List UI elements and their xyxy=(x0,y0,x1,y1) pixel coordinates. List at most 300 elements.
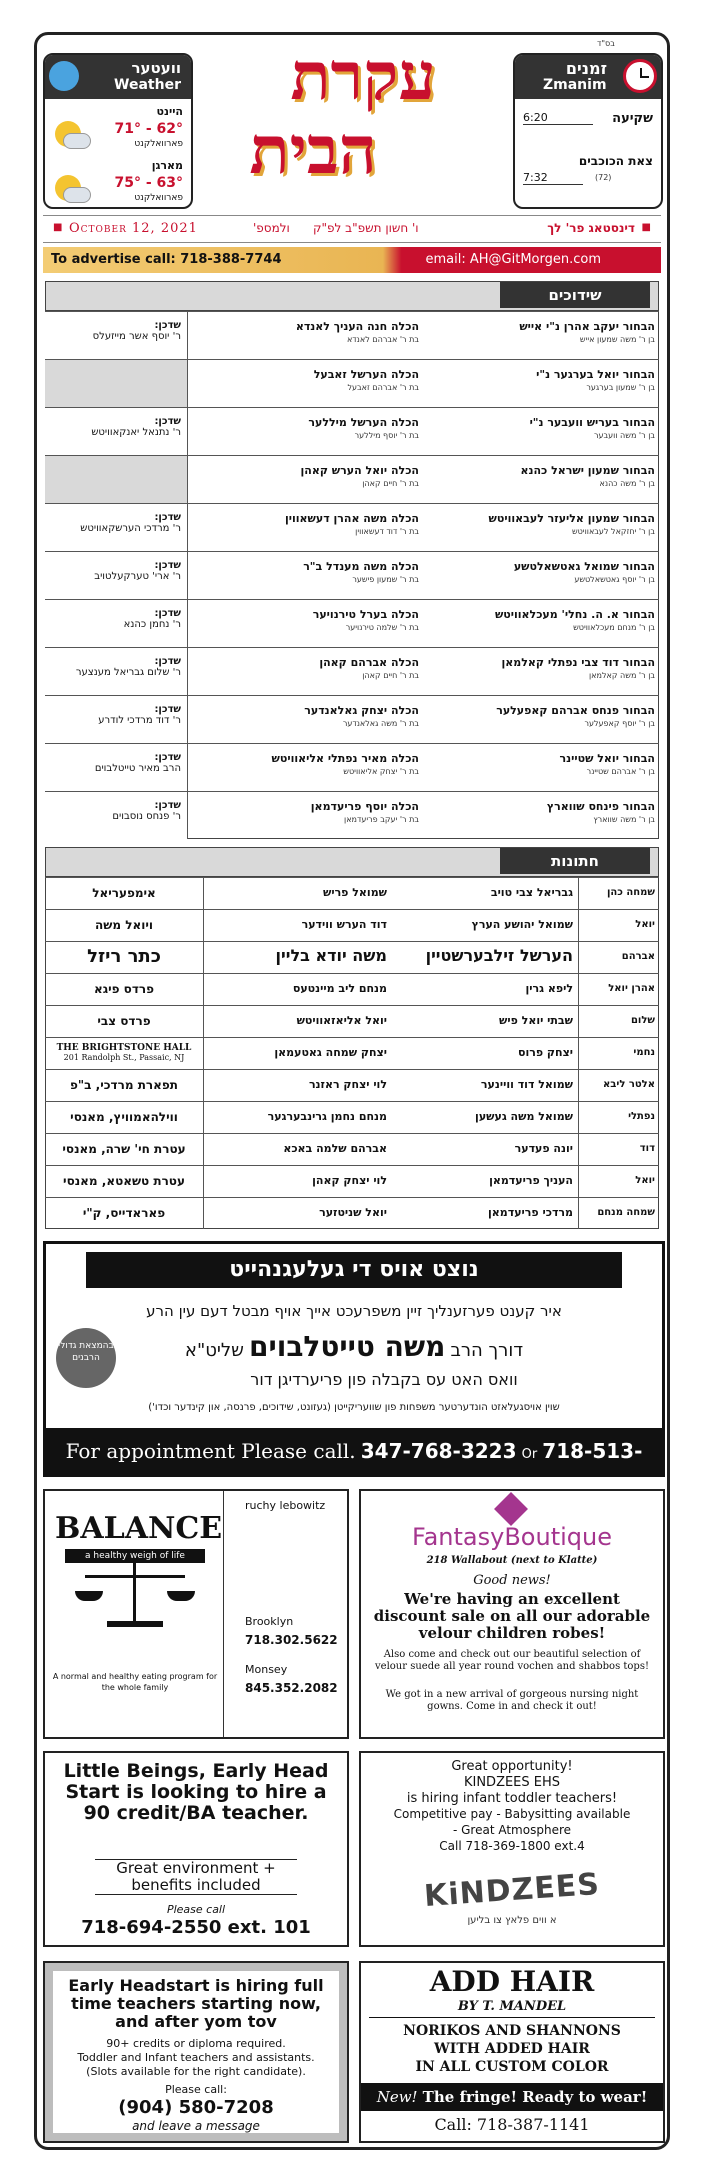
hall-name: ויואל משה xyxy=(95,918,153,932)
bride-name: לוי יצחק ראזנר xyxy=(308,1078,387,1091)
shadchan-label: שדכן: xyxy=(154,560,181,571)
shadchan-label: שדכן: xyxy=(154,752,181,763)
bride-name: דוד הערש ווידער xyxy=(301,918,387,931)
balance-desc: A normal and healthy eating program for the whole family xyxy=(52,1672,218,1692)
ah-call: Call: 718-387-1141 xyxy=(434,2115,590,2134)
groom-father: בן ר' אברהם שטיינר xyxy=(586,767,655,776)
hall-cell xyxy=(45,1038,204,1069)
ah-line1: NORIKOS AND SHANNONS xyxy=(403,2023,621,2039)
bride-cell xyxy=(207,1102,387,1133)
groom-name: הבחור יואל שטיינר xyxy=(559,752,655,765)
hall-name: ווילהאמוויץ, מאנסי xyxy=(70,1110,178,1124)
groom-name: שבתי יואל פיש xyxy=(499,1014,573,1027)
kz-line2: KINDZEES EHS xyxy=(463,1775,561,1790)
bride-cell xyxy=(195,360,419,407)
groom-cell xyxy=(393,1038,573,1069)
groom-father: בן ר' משה שמעון אייש xyxy=(579,335,655,344)
groom-name: שמואל יהושע הערץ xyxy=(471,918,573,931)
little-please: Please call xyxy=(166,1903,226,1916)
wedding-row xyxy=(45,877,659,909)
groom-name: גבריאל צבי טויב xyxy=(490,886,573,899)
bride-name: מנחם ליב מיינטעס xyxy=(292,982,387,995)
shadchan-name: ר' יוסף אשר מייזעלס xyxy=(92,331,181,342)
ad-or: Or xyxy=(521,1447,538,1462)
hs-phone: (904) 580-7208 xyxy=(118,2097,274,2118)
bride-cell xyxy=(207,1198,387,1229)
hall-name: עטרת טשאטא, מאנסי xyxy=(63,1174,185,1188)
groom-father: בן ר' משה וועבער xyxy=(594,431,655,440)
day-cell xyxy=(578,910,659,941)
hall-address: 201 Randolph St., Passaic, NJ xyxy=(63,1053,185,1062)
kz-line6: Call 718-369-1800 ext.4 xyxy=(439,1839,585,1853)
wedding-row xyxy=(45,941,659,973)
hall-cell xyxy=(45,1198,204,1229)
groom-name: הבחור שמעון ישראל כהנא xyxy=(520,464,655,477)
bride-father: בת ר' יוסף מיללער xyxy=(354,431,419,440)
bride-name: לוי יצחק קאהן xyxy=(312,1174,387,1187)
sun-cloud-icon xyxy=(55,175,81,201)
wedding-row xyxy=(45,909,659,941)
shadchan-label: שדכן: xyxy=(154,320,181,331)
wedding-day: שלום xyxy=(630,1015,655,1026)
balance-tagline: a healthy weigh of life xyxy=(65,1549,205,1563)
shadchan-name: ר' ארי' טערקעלטויב xyxy=(94,571,181,582)
bsd-tag: בס"ד xyxy=(597,39,615,48)
little-beings-ad xyxy=(43,1751,349,1947)
groom-name: הבחור שמעון אליעזר לעבאוויטש xyxy=(488,512,655,525)
ad-line2-pre: דורך הרב xyxy=(450,1340,524,1361)
shadchan-cell xyxy=(45,696,188,743)
shadchan-cell xyxy=(45,792,188,839)
bride-father: בת ר' משה גאלאנדער xyxy=(342,719,419,728)
shidduch-row xyxy=(45,407,659,455)
hall-cell xyxy=(45,974,204,1005)
bride-cell xyxy=(195,600,419,647)
groom-cell xyxy=(393,974,573,1005)
bride-cell xyxy=(195,312,419,359)
zmanim-title-en: Zmanim xyxy=(543,77,607,93)
zmanim-title-yi: זמנים xyxy=(565,59,607,78)
day1-temps: 71° - 62° xyxy=(114,121,183,137)
groom-cell xyxy=(425,696,655,743)
kz-logo: KiNDZEES xyxy=(423,1866,601,1915)
hall-name: פאראדייס, ק"י xyxy=(82,1206,166,1220)
hall-name: פרדס צבי xyxy=(97,1014,151,1028)
wedding-day: אלטר ליבא xyxy=(603,1079,655,1090)
shadchan-cell xyxy=(45,312,188,359)
zmanim-box xyxy=(513,53,663,209)
scale-base xyxy=(107,1621,163,1627)
groom-name: שמואל משה געשען xyxy=(475,1110,573,1123)
groom-name: שמואל דוד וויינער xyxy=(480,1078,573,1091)
hs-line3: (Slots available for the right candidate). xyxy=(86,2065,306,2078)
hs-please: Please call: xyxy=(165,2083,227,2096)
little-headline: Little Beings, Early Head Start is looking to hire a 90 credit/BA teacher. xyxy=(63,1760,329,1824)
groom-cell xyxy=(425,648,655,695)
wedding-row xyxy=(45,1037,659,1069)
groom-cell xyxy=(393,942,573,973)
bride-cell xyxy=(207,1038,387,1069)
hall-name: תפארת מרדכי, ב"פ xyxy=(70,1078,178,1092)
hall-cell xyxy=(45,1166,204,1197)
kz-line1: Great opportunity! xyxy=(451,1759,573,1774)
kz-logo-sub: א ווים פלאץ צו בליען xyxy=(467,1915,557,1926)
groom-father: בן ר' משה כהנא xyxy=(599,479,655,488)
groom-name: הבחור פנחס אברהם קאפעלער xyxy=(496,704,655,717)
nightfall-label: צאת הכוכבים xyxy=(578,154,653,168)
shidduch-row xyxy=(45,503,659,551)
shadchan-label: שדכן: xyxy=(154,416,181,427)
balance-loc1: Brooklyn xyxy=(245,1615,294,1628)
nightfall-time: 7:32 xyxy=(523,171,583,185)
ad-line1: איר קענט פערזענליך זיין משפרעכט אייך אויף מבטל דעם עין הרע xyxy=(146,1302,562,1320)
ah-line3: IN ALL CUSTOM COLOR xyxy=(415,2059,609,2075)
weather-title-yi: וועטער xyxy=(131,59,181,77)
bride-cell xyxy=(195,408,419,455)
shidduch-row xyxy=(45,599,659,647)
ad-phone1: 347-768-3223 xyxy=(360,1439,517,1463)
groom-cell xyxy=(425,360,655,407)
masthead-line2: הבית xyxy=(249,111,377,189)
clock-icon xyxy=(623,59,657,93)
ad-banner: נוצט אויס די געלעגנהייט xyxy=(86,1252,622,1288)
newspaper-page xyxy=(34,32,670,2150)
fantasy-headline: We're having an excellent discount sale on all our adorable velour children robes! xyxy=(373,1590,651,1642)
groom-cell xyxy=(393,910,573,941)
divider xyxy=(369,2017,655,2018)
groom-cell xyxy=(425,312,655,359)
groom-name: יונה פעדער xyxy=(514,1142,573,1155)
shadchan-cell xyxy=(45,600,188,647)
groom-cell xyxy=(393,1006,573,1037)
kindzees-ad xyxy=(359,1751,665,1947)
shadchan-label: שדכן: xyxy=(154,512,181,523)
ad-appt: For appointment Please call. xyxy=(65,1439,356,1463)
wedding-day: אהרן יואל xyxy=(608,983,655,994)
groom-cell xyxy=(425,504,655,551)
day-cell xyxy=(578,1198,659,1229)
groom-cell xyxy=(393,1166,573,1197)
hall-name: כתר ריזל xyxy=(87,946,161,967)
sunset-time: 6:20 xyxy=(523,111,593,125)
advertise-text: To advertise call: 718-388-7744 xyxy=(51,252,282,267)
groom-name: הבחור בעריש וועבער נ"י xyxy=(529,416,655,429)
groom-father: בן ר' משה שווארץ xyxy=(593,815,655,824)
weddings-bar xyxy=(45,847,659,877)
hall-cell xyxy=(45,1102,204,1133)
shidduch-row xyxy=(45,311,659,359)
date-english: October 12, 2021 xyxy=(69,221,198,236)
parsha: דינסטאג פר' לך xyxy=(547,221,635,235)
weather-box xyxy=(43,53,193,209)
scale-pan-left xyxy=(75,1591,103,1601)
bride-name: הכלה בערל טירנויער xyxy=(312,608,419,621)
wedding-row xyxy=(45,1005,659,1037)
date-hebrew: ו' חשון תשפ"ב לפ"ק xyxy=(313,221,419,235)
bride-cell xyxy=(207,1134,387,1165)
shadchan-name: ר' שלום גבריאל מענצער xyxy=(75,667,181,678)
fantasy-address: 218 Wallabout (next to Klatte) xyxy=(426,1555,598,1566)
groom-father: בן ר' משה קאלמאן xyxy=(588,671,655,680)
bride-name: הכלה משה אהרן דעשאווין xyxy=(284,512,419,525)
wedding-row xyxy=(45,1101,659,1133)
ad-rabbi-name: משה טייטלבוים xyxy=(249,1330,446,1363)
bride-father: בת ר' שלמה טירנויער xyxy=(345,623,419,632)
groom-father: בן ר' יוסף קאפעלער xyxy=(584,719,655,728)
shadchan-label: שדכן: xyxy=(154,608,181,619)
groom-cell xyxy=(425,744,655,791)
wedding-day: יואל xyxy=(635,1175,655,1186)
advertise-bar xyxy=(43,247,661,273)
fantasy-line1: Also come and check out our beautiful selection of velour suede all year round vochen and shabbos tops! xyxy=(375,1649,649,1672)
fantasy-ad xyxy=(359,1489,665,1739)
bride-name: משה יודא בליין xyxy=(275,946,387,965)
shadchan-label: שדכן: xyxy=(154,800,181,811)
groom-name: הבחור יעקב אהרן נ"י אייש xyxy=(519,320,655,333)
balance-phone1: 718.302.5622 xyxy=(245,1633,338,1647)
wedding-day: דוד xyxy=(639,1143,655,1154)
day-cell xyxy=(578,1038,659,1069)
day-cell xyxy=(578,1070,659,1101)
shadchan-cell xyxy=(45,552,188,599)
groom-name: הבחור א. ה. נחלי' מעכלאוויטש xyxy=(494,608,655,621)
balance-loc2: Monsey xyxy=(245,1663,288,1676)
wedding-day: יואל xyxy=(635,919,655,930)
wedding-day: נפתלי xyxy=(628,1111,655,1122)
scale-pan-right xyxy=(167,1591,195,1601)
headstart-ad xyxy=(43,1961,349,2143)
bride-name: הכלה מאיר נפתלי אליאוויטש xyxy=(271,752,419,765)
bride-cell xyxy=(195,696,419,743)
kz-line5: - Great Atmosphere xyxy=(452,1823,571,1837)
bride-father: בת ר' אברהם זאבעל xyxy=(347,383,419,392)
bride-name: אברהם שלמה באכא xyxy=(283,1142,387,1155)
bride-name: יואל אליאזאוויטש xyxy=(296,1014,387,1027)
hs-msg: and leave a message xyxy=(132,2119,260,2133)
shidduch-row xyxy=(45,551,659,599)
fantasy-brand: FantasyBoutique xyxy=(412,1523,612,1551)
bride-cell xyxy=(195,648,419,695)
shadchan-name: ר' נחמן כהנא xyxy=(123,619,181,630)
hall-name: עטרת חי' שרה, מאנסי xyxy=(62,1142,186,1156)
bride-name: יואל שניטזער xyxy=(319,1206,387,1219)
wedding-day: שמחה כהן xyxy=(606,887,655,898)
wedding-row xyxy=(45,1133,659,1165)
hall-name: THE BRIGHTSTONE HALL xyxy=(56,1043,192,1053)
day-cell xyxy=(578,974,659,1005)
shadchan-cell xyxy=(45,744,188,791)
day-cell xyxy=(578,878,659,909)
shadchan-cell xyxy=(45,360,188,407)
groom-name: הבחור דוד צבי נפתלי קאלמאן xyxy=(501,656,655,669)
ah-by: BY T. MANDEL xyxy=(457,1999,567,2014)
sun-cloud-icon xyxy=(55,121,81,147)
groom-cell xyxy=(393,1134,573,1165)
ad-line2 xyxy=(56,1330,652,1364)
shadchan-name: ר' מרדכי הערשקאוויטש xyxy=(80,523,181,534)
hall-cell xyxy=(45,1006,204,1037)
bride-name: הכלה הערשל זאבעל xyxy=(313,368,419,381)
bride-father: בת ר' חיים קאהן xyxy=(362,671,419,680)
scale-beam xyxy=(85,1575,185,1578)
bride-cell xyxy=(207,974,387,1005)
bride-cell xyxy=(207,1070,387,1101)
hall-cell xyxy=(45,1134,204,1165)
wedding-row xyxy=(45,973,659,1005)
bride-cell xyxy=(195,792,419,839)
day-cell xyxy=(578,1006,659,1037)
bride-name: מנחם נחמן גרינבערגער xyxy=(267,1110,387,1123)
wedding-row xyxy=(45,1069,659,1101)
bride-father: בת ר' יעקב פריעדמאן xyxy=(344,815,419,824)
day-cell xyxy=(578,1134,659,1165)
hall-cell xyxy=(45,878,204,909)
day-cell xyxy=(578,942,659,973)
groom-cell xyxy=(393,1198,573,1229)
shidduch-row xyxy=(45,359,659,407)
ad-stamp: בהמצאת גדולי הרבנים xyxy=(56,1328,116,1388)
ad-phone2: 718-513-7772 xyxy=(326,1439,643,1513)
shadchan-cell xyxy=(45,504,188,551)
balance-person: ruchy lebowitz xyxy=(245,1499,326,1512)
bride-name: הכלה יצחק גאלאנדער xyxy=(304,704,419,717)
fantasy-good-news: Good news! xyxy=(473,1573,551,1588)
bride-father: בת ר' שמעון פישער xyxy=(352,575,419,584)
scale-icon xyxy=(133,1563,136,1623)
groom-cell xyxy=(425,792,655,839)
shadchan-cell xyxy=(45,456,188,503)
divider xyxy=(223,1491,224,1737)
shadchan-cell xyxy=(45,648,188,695)
bride-name: שמואל פריש xyxy=(322,886,387,899)
ah-line2: WITH ADDED HAIR xyxy=(434,2041,590,2057)
day1-desc: פארוואלקנט xyxy=(134,139,183,149)
groom-name: הבחור יואל בערגער נ"י xyxy=(536,368,655,381)
bride-cell xyxy=(207,942,387,973)
shadchan-name: ר' פנחס נוסבוים xyxy=(112,811,181,822)
ah-new-label: New! xyxy=(376,2088,418,2106)
groom-father: בן ר' יחזקאל לעבאוויטש xyxy=(571,527,655,536)
hs-line1: 90+ credits or diploma required. xyxy=(106,2037,286,2050)
groom-name: הבחור פינחס שווארץ xyxy=(546,800,655,813)
addhair-ad xyxy=(359,1961,665,2143)
bride-cell xyxy=(207,878,387,909)
kz-line3: is hiring infant toddler teachers! xyxy=(406,1791,618,1806)
hall-name: פרדס פיגא xyxy=(93,982,155,996)
day1-label: היינט xyxy=(156,105,183,118)
groom-cell xyxy=(425,408,655,455)
date-line: ■ October 12, 2021 ולמספ' ו' חשון תשפ"ב לפ"ק דינסטאג פר' לך ■ xyxy=(43,215,661,243)
shidduchim-title: שידוכים xyxy=(500,282,650,308)
bride-name: הכלה יואל הערש קאהן xyxy=(300,464,419,477)
nightfall-note: (72) xyxy=(595,173,612,182)
shadchan-label: שדכן: xyxy=(154,704,181,715)
bride-name: הכלה הערשל מיללער xyxy=(308,416,419,429)
bride-father: בת ר' יצחק אליאוויטש xyxy=(343,767,419,776)
shadchan-name: ר' נתנאל יאנקאוויטש xyxy=(91,427,181,438)
groom-name: ליפא גרין xyxy=(525,982,573,995)
groom-father: בן ר' שמעון בערגער xyxy=(586,383,655,392)
hs-line2: Toddler and Infant teachers and assistants. xyxy=(77,2051,315,2064)
bride-name: הכלה משה מענדל ב"ר xyxy=(303,560,419,573)
groom-name: העניך פריעדמאן xyxy=(489,1174,573,1187)
groom-name: הבחור שמואל גאטשאלטשע xyxy=(513,560,655,573)
shadchan-name: הרב מאיר טייטלבוים xyxy=(94,763,181,774)
groom-father: בן ר' מנחם מעכלאוויטש xyxy=(573,623,655,632)
groom-cell xyxy=(393,1070,573,1101)
bride-name: הכלה יוסף פריעדמאן xyxy=(310,800,419,813)
balance-ad xyxy=(43,1489,349,1739)
email-text: email: AH@GitMorgen.com xyxy=(425,252,601,267)
ad-line4: שוין אויסגעלאזט הונדערטער משפחות פון שוועריקייטן (געזונט, שידוכים, פרנסה, און קינדער וכדו') xyxy=(148,1402,560,1413)
little-sub: Great environment + benefits included xyxy=(95,1859,297,1895)
day-cell xyxy=(578,1102,659,1133)
ah-brand: ADD HAIR xyxy=(429,1965,595,1998)
shidduch-row xyxy=(45,455,659,503)
bride-cell xyxy=(207,1166,387,1197)
bride-name: יצחק שמחה גאטעמאן xyxy=(274,1046,387,1059)
hs-headline: Early Headstart is hiring full time teachers starting now, and after yom tov xyxy=(68,1976,324,2031)
little-phone: 718-694-2550 ext. 101 xyxy=(81,1917,311,1938)
groom-cell xyxy=(393,878,573,909)
groom-cell xyxy=(425,552,655,599)
groom-name: יצחק פרוס xyxy=(517,1046,573,1059)
hall-name: אימפעריאל xyxy=(92,886,156,900)
wedding-day: אברהם xyxy=(621,951,655,962)
day2-temps: 75° - 63° xyxy=(114,175,183,191)
groom-cell xyxy=(425,600,655,647)
shidduch-row xyxy=(45,695,659,743)
ah-new-text: The fringe! Ready to wear! xyxy=(422,2088,648,2106)
groom-cell xyxy=(393,1102,573,1133)
lesparsha: ולמספ' xyxy=(253,221,290,235)
wedding-day: שמחה מנחם xyxy=(597,1207,655,1218)
bride-cell xyxy=(207,1006,387,1037)
wedding-day: נחמי xyxy=(633,1047,655,1058)
balance-brand: BALANCE xyxy=(55,1511,223,1546)
bride-father: בת ר' אברהם לאנדא xyxy=(346,335,419,344)
bride-cell xyxy=(207,910,387,941)
shadchan-cell xyxy=(45,408,188,455)
bride-father: בת ר' חיים קאהן xyxy=(362,479,419,488)
bride-name: הכלה אברהם קאהן xyxy=(319,656,419,669)
ah-new-bar xyxy=(361,2083,663,2111)
day2-label: מארגן xyxy=(151,159,183,172)
masthead-line1: עקרת xyxy=(290,37,436,115)
shidduch-row xyxy=(45,743,659,791)
kz-line4: Competitive pay - Babysitting available xyxy=(393,1807,631,1821)
hall-cell xyxy=(45,910,204,941)
shidduch-row xyxy=(45,647,659,695)
hall-cell xyxy=(45,1070,204,1101)
groom-cell xyxy=(425,456,655,503)
globe-icon xyxy=(49,61,79,91)
balance-phone2: 845.352.2082 xyxy=(245,1681,338,1695)
wedding-row xyxy=(45,1165,659,1197)
groom-father: בן ר' יוסף גאטשאלטשע xyxy=(574,575,655,584)
bride-cell xyxy=(195,504,419,551)
ad-line2-post: שליט"א xyxy=(184,1340,244,1361)
groom-name: מרדכי פריעדמאן xyxy=(488,1206,573,1219)
wedding-row xyxy=(45,1197,659,1229)
shadchan-label: שדכן: xyxy=(154,656,181,667)
ad-line3: וואס האט עס בקבלה פון פריערדיגן דור xyxy=(250,1370,518,1389)
shidduchim-bar xyxy=(45,281,659,311)
groom-name: הערשל זילבערשטיין xyxy=(425,946,573,965)
bride-father: בת ר' דוד דעשאווין xyxy=(355,527,419,536)
bride-cell xyxy=(195,456,419,503)
fantasy-line2: We got in a new arrival of gorgeous nursing night gowns. Come in and check it out! xyxy=(385,1689,639,1712)
